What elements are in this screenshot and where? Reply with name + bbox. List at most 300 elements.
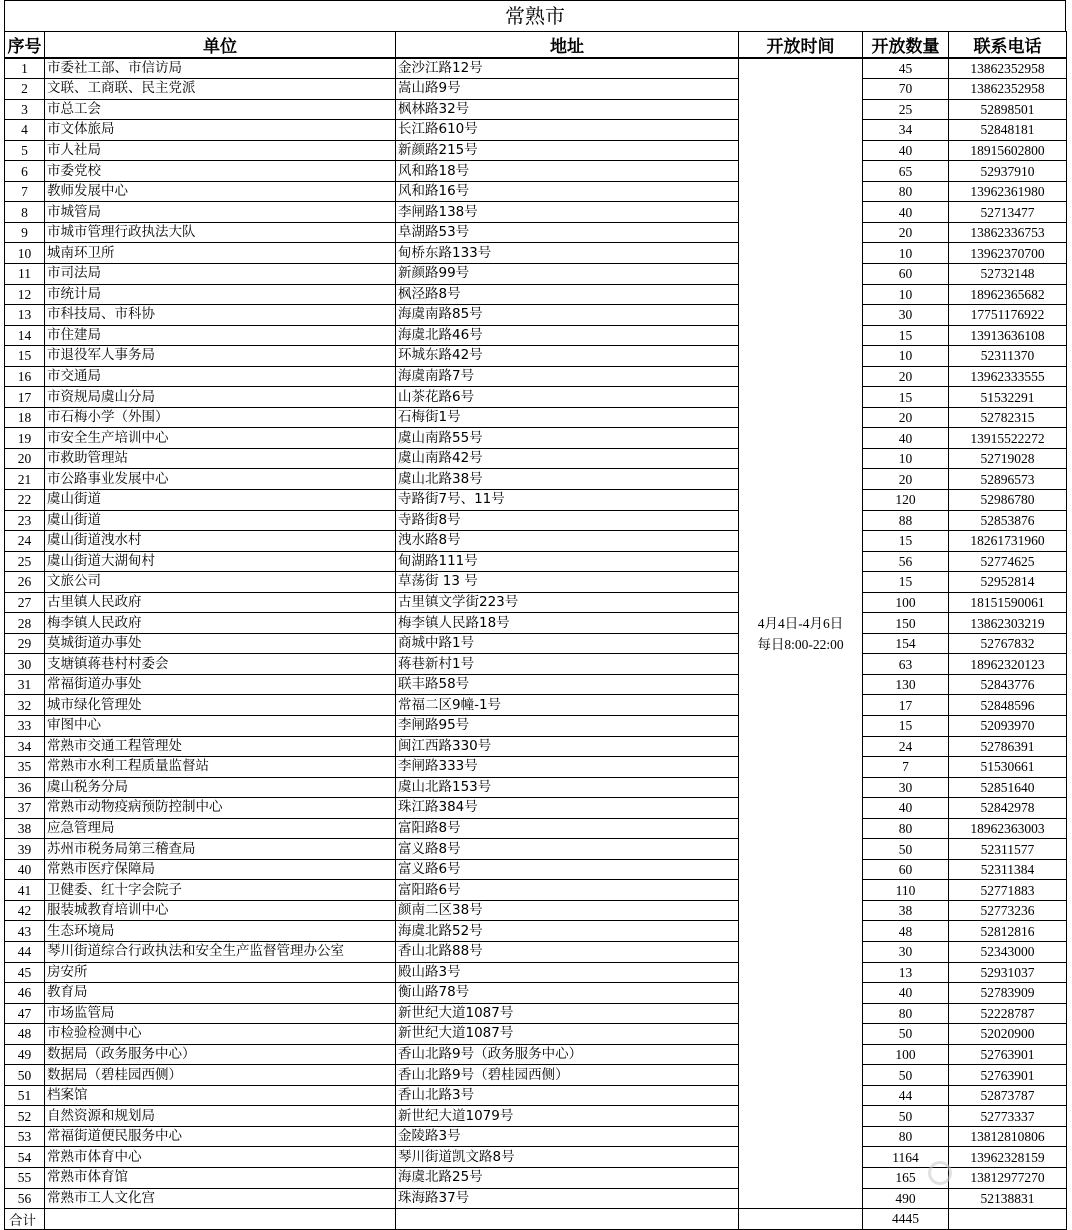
table-row [5,654,1067,675]
row-phone: 18151590061 [949,592,1067,613]
row-phone: 52773337 [949,1106,1067,1127]
row-count: 80 [863,818,949,839]
total-row [5,1209,1067,1230]
row-phone: 52937910 [949,161,1067,182]
table-row [5,716,1067,737]
row-phone: 52311577 [949,839,1067,860]
row-phone: 18261731960 [949,531,1067,552]
row-seq: 29 [5,633,45,654]
row-unit: 市退役军人事务局 [45,346,396,367]
row-count: 48 [863,921,949,942]
row-unit: 市资规局虞山分局 [45,387,396,408]
row-count: 165 [863,1168,949,1189]
row-phone: 13962361980 [949,181,1067,202]
row-unit: 市科技局、市科协 [45,305,396,326]
row-count: 70 [863,79,949,100]
row-count: 20 [863,407,949,428]
row-seq: 23 [5,510,45,531]
row-address: 海虞北路52号 [396,921,739,942]
total-label: 合计 [5,1209,45,1230]
row-unit: 数据局（碧桂园西侧） [45,1065,396,1086]
table-row [5,1085,1067,1106]
row-count: 10 [863,284,949,305]
row-count: 490 [863,1188,949,1209]
table-row [5,325,1067,346]
table-row [5,120,1067,141]
row-phone: 13812810806 [949,1126,1067,1147]
row-seq: 25 [5,551,45,572]
row-count: 63 [863,654,949,675]
row-unit: 市文体旅局 [45,120,396,141]
row-address: 风和路18号 [396,161,739,182]
row-phone: 52732148 [949,263,1067,284]
row-address: 枫泾路8号 [396,284,739,305]
table-body [5,58,1067,1209]
table-row [5,1188,1067,1209]
row-seq: 13 [5,305,45,326]
row-seq: 38 [5,818,45,839]
row-phone: 52763901 [949,1065,1067,1086]
row-seq: 20 [5,448,45,469]
row-count: 154 [863,633,949,654]
row-address: 殿山路3号 [396,962,739,983]
row-unit: 市安全生产培训中心 [45,428,396,449]
row-phone: 52986780 [949,489,1067,510]
row-count: 25 [863,99,949,120]
row-count: 20 [863,469,949,490]
row-count: 44 [863,1085,949,1106]
row-unit: 虞山税务分局 [45,777,396,798]
table-row [5,592,1067,613]
row-count: 110 [863,880,949,901]
table-row [5,99,1067,120]
row-phone: 52896573 [949,469,1067,490]
row-phone: 13862336753 [949,222,1067,243]
row-address: 香山北路9号（碧桂园西侧） [396,1065,739,1086]
row-unit: 教师发展中心 [45,181,396,202]
table-row [5,263,1067,284]
table-row [5,510,1067,531]
row-seq: 42 [5,900,45,921]
row-address: 虞山北路38号 [396,469,739,490]
open-time-hours: 每日8:00-22:00 [757,636,844,652]
row-address: 海虞北路46号 [396,325,739,346]
table-row [5,695,1067,716]
row-count: 30 [863,942,949,963]
row-seq: 40 [5,859,45,880]
table-row [5,1044,1067,1065]
row-unit: 数据局（政务服务中心） [45,1044,396,1065]
row-seq: 19 [5,428,45,449]
row-unit: 审图中心 [45,716,396,737]
row-address: 珠江路384号 [396,798,739,819]
row-address: 富阳路6号 [396,880,739,901]
row-seq: 1 [5,58,45,79]
row-address: 海虞南路7号 [396,366,739,387]
row-seq: 49 [5,1044,45,1065]
row-seq: 6 [5,161,45,182]
row-phone: 51530661 [949,757,1067,778]
row-phone: 52898501 [949,99,1067,120]
table-row [5,140,1067,161]
row-seq: 17 [5,387,45,408]
table-row [5,880,1067,901]
row-seq: 55 [5,1168,45,1189]
header-phone: 联系电话 [949,32,1067,59]
table-row [5,551,1067,572]
row-unit: 文旅公司 [45,572,396,593]
row-address: 香山北路3号 [396,1085,739,1106]
row-address: 阜湖路53号 [396,222,739,243]
row-unit: 市委党校 [45,161,396,182]
row-count: 80 [863,1003,949,1024]
row-seq: 2 [5,79,45,100]
table-row [5,243,1067,264]
table-row [5,1106,1067,1127]
table-row [5,572,1067,593]
row-seq: 22 [5,489,45,510]
row-phone: 52228787 [949,1003,1067,1024]
table-row [5,387,1067,408]
row-unit: 常熟市体育馆 [45,1168,396,1189]
header-count: 开放数量 [863,32,949,59]
total-empty-phone [949,1209,1067,1230]
row-unit: 市住建局 [45,325,396,346]
row-count: 40 [863,140,949,161]
table-row [5,900,1067,921]
row-unit: 古里镇人民政府 [45,592,396,613]
row-address: 风和路16号 [396,181,739,202]
row-seq: 54 [5,1147,45,1168]
table-row [5,79,1067,100]
table-row [5,202,1067,223]
table-row [5,839,1067,860]
row-count: 65 [863,161,949,182]
row-count: 15 [863,325,949,346]
row-unit: 琴川街道综合行政执法和安全生产监督管理办公室 [45,942,396,963]
row-address: 新世纪大道1079号 [396,1106,739,1127]
row-address: 新颜路99号 [396,263,739,284]
row-address: 新世纪大道1087号 [396,1003,739,1024]
row-unit: 市公路事业发展中心 [45,469,396,490]
row-seq: 51 [5,1085,45,1106]
table-row [5,346,1067,367]
row-unit: 教育局 [45,983,396,1004]
row-address: 虞山北路153号 [396,777,739,798]
row-seq: 24 [5,531,45,552]
row-seq: 41 [5,880,45,901]
row-seq: 16 [5,366,45,387]
table-row [5,962,1067,983]
table-row [5,1065,1067,1086]
row-address: 富义路8号 [396,839,739,860]
row-seq: 34 [5,736,45,757]
row-phone: 13915522272 [949,428,1067,449]
row-seq: 50 [5,1065,45,1086]
row-address: 甸湖路111号 [396,551,739,572]
row-seq: 37 [5,798,45,819]
row-unit: 虞山街道大湖甸村 [45,551,396,572]
row-unit: 常熟市水利工程质量监督站 [45,757,396,778]
row-count: 60 [863,859,949,880]
row-unit: 市城管局 [45,202,396,223]
row-unit: 市场监管局 [45,1003,396,1024]
table-row [5,757,1067,778]
row-unit: 房安所 [45,962,396,983]
row-seq: 52 [5,1106,45,1127]
row-seq: 32 [5,695,45,716]
row-unit: 常福街道便民服务中心 [45,1126,396,1147]
row-address: 商城中路1号 [396,633,739,654]
row-address: 新颜路215号 [396,140,739,161]
row-seq: 31 [5,674,45,695]
row-address: 闽江西路330号 [396,736,739,757]
row-count: 56 [863,551,949,572]
row-phone: 17751176922 [949,305,1067,326]
row-address: 寺路街8号 [396,510,739,531]
row-phone: 13862352958 [949,58,1067,79]
row-unit: 常福街道办事处 [45,674,396,695]
row-seq: 4 [5,120,45,141]
row-count: 50 [863,1106,949,1127]
row-phone: 51532291 [949,387,1067,408]
row-unit: 市城市管理行政执法大队 [45,222,396,243]
row-count: 15 [863,387,949,408]
row-phone: 52773236 [949,900,1067,921]
table-row [5,222,1067,243]
row-address: 蒋巷新村1号 [396,654,739,675]
row-address: 环城东路42号 [396,346,739,367]
header-row [5,32,1067,59]
row-phone: 52767832 [949,633,1067,654]
row-unit: 市交通局 [45,366,396,387]
row-count: 10 [863,346,949,367]
row-count: 50 [863,1024,949,1045]
row-count: 100 [863,1044,949,1065]
row-phone: 52873787 [949,1085,1067,1106]
row-count: 15 [863,531,949,552]
row-phone: 13862352958 [949,79,1067,100]
row-seq: 10 [5,243,45,264]
header-address: 地址 [396,32,739,59]
row-count: 17 [863,695,949,716]
row-unit: 城市绿化管理处 [45,695,396,716]
row-seq: 26 [5,572,45,593]
row-count: 1164 [863,1147,949,1168]
row-phone: 52782315 [949,407,1067,428]
row-unit: 莫城街道办事处 [45,633,396,654]
row-seq: 45 [5,962,45,983]
row-seq: 36 [5,777,45,798]
row-address: 李闸路333号 [396,757,739,778]
row-seq: 14 [5,325,45,346]
row-count: 20 [863,366,949,387]
row-count: 13 [863,962,949,983]
row-seq: 53 [5,1126,45,1147]
row-count: 150 [863,613,949,634]
row-unit: 虞山街道洩水村 [45,531,396,552]
row-address: 海虞南路85号 [396,305,739,326]
row-count: 88 [863,510,949,531]
row-unit: 市人社局 [45,140,396,161]
row-address: 金沙江路12号 [396,58,739,79]
row-seq: 39 [5,839,45,860]
row-address: 香山北路88号 [396,942,739,963]
row-seq: 9 [5,222,45,243]
row-seq: 3 [5,99,45,120]
row-phone: 52842978 [949,798,1067,819]
row-unit: 虞山街道 [45,489,396,510]
row-phone: 52774625 [949,551,1067,572]
row-count: 50 [863,1065,949,1086]
row-unit: 支塘镇蒋巷村村委会 [45,654,396,675]
row-address: 嵩山路9号 [396,79,739,100]
row-phone: 52020900 [949,1024,1067,1045]
row-phone: 52853876 [949,510,1067,531]
row-count: 34 [863,120,949,141]
row-count: 130 [863,674,949,695]
row-address: 长江路610号 [396,120,739,141]
table-row [5,736,1067,757]
row-phone: 52093970 [949,716,1067,737]
row-address: 古里镇文学街223号 [396,592,739,613]
table-row [5,366,1067,387]
table-row [5,305,1067,326]
total-empty-address [396,1209,739,1230]
row-address: 联丰路58号 [396,674,739,695]
page-title: 常熟市 [4,0,1066,31]
row-count: 40 [863,428,949,449]
row-seq: 12 [5,284,45,305]
table-row [5,407,1067,428]
row-address: 李闸路138号 [396,202,739,223]
row-phone: 52771883 [949,880,1067,901]
row-address: 虞山南路55号 [396,428,739,449]
row-unit: 服装城教育培训中心 [45,900,396,921]
table-row [5,428,1067,449]
table-row [5,1126,1067,1147]
row-count: 15 [863,572,949,593]
row-address: 枫林路32号 [396,99,739,120]
row-phone: 52851640 [949,777,1067,798]
row-unit: 苏州市税务局第三稽查局 [45,839,396,860]
table-row [5,181,1067,202]
table-row [5,818,1067,839]
row-count: 10 [863,243,949,264]
row-seq: 47 [5,1003,45,1024]
row-phone: 13862303219 [949,613,1067,634]
table-row [5,1003,1067,1024]
row-phone: 13913636108 [949,325,1067,346]
row-count: 45 [863,58,949,79]
row-address: 甸桥东路133号 [396,243,739,264]
row-seq: 18 [5,407,45,428]
row-address: 山茶花路6号 [396,387,739,408]
row-phone: 52786391 [949,736,1067,757]
row-address: 李闸路95号 [396,716,739,737]
row-unit: 市检验检测中心 [45,1024,396,1045]
row-phone: 52952814 [949,572,1067,593]
row-count: 20 [863,222,949,243]
table-row [5,633,1067,654]
row-count: 38 [863,900,949,921]
row-address: 颜南二区38号 [396,900,739,921]
row-unit: 市司法局 [45,263,396,284]
table-row [5,489,1067,510]
row-phone: 52848596 [949,695,1067,716]
row-address: 虞山南路42号 [396,448,739,469]
row-unit: 文联、工商联、民主党派 [45,79,396,100]
row-phone: 13812977270 [949,1168,1067,1189]
row-seq: 8 [5,202,45,223]
row-phone: 52843776 [949,674,1067,695]
total-count: 4445 [863,1209,949,1230]
row-address: 梅李镇人民路18号 [396,613,739,634]
row-address: 石梅街1号 [396,407,739,428]
row-count: 120 [863,489,949,510]
table-row [5,161,1067,182]
row-phone: 52138831 [949,1188,1067,1209]
row-phone: 18962363003 [949,818,1067,839]
row-unit: 应急管理局 [45,818,396,839]
row-seq: 44 [5,942,45,963]
row-address: 琴川街道凯文路8号 [396,1147,739,1168]
row-count: 50 [863,839,949,860]
row-phone: 18915602800 [949,140,1067,161]
row-address: 富义路6号 [396,859,739,880]
row-phone: 52311370 [949,346,1067,367]
row-address: 珠海路37号 [396,1188,739,1209]
row-seq: 43 [5,921,45,942]
row-address: 衡山路78号 [396,983,739,1004]
row-phone: 13962328159 [949,1147,1067,1168]
row-count: 100 [863,592,949,613]
table-row [5,1024,1067,1045]
table-row [5,983,1067,1004]
row-unit: 虞山街道 [45,510,396,531]
row-phone: 52783909 [949,983,1067,1004]
row-unit: 档案馆 [45,1085,396,1106]
header-unit: 单位 [45,32,396,59]
row-unit: 常熟市交通工程管理处 [45,736,396,757]
row-seq: 5 [5,140,45,161]
row-address: 金陵路3号 [396,1126,739,1147]
row-count: 80 [863,1126,949,1147]
row-phone: 52763901 [949,1044,1067,1065]
row-unit: 常熟市体育中心 [45,1147,396,1168]
table-row [5,448,1067,469]
row-count: 60 [863,263,949,284]
row-phone: 18962320123 [949,654,1067,675]
row-phone: 52931037 [949,962,1067,983]
row-count: 40 [863,202,949,223]
row-unit: 市总工会 [45,99,396,120]
row-seq: 35 [5,757,45,778]
row-count: 40 [863,983,949,1004]
row-unit: 梅李镇人民政府 [45,613,396,634]
row-unit: 常熟市工人文化宫 [45,1188,396,1209]
open-time-dates: 4月4日-4月6日 [757,615,844,631]
table-row [5,1168,1067,1189]
row-unit: 常熟市医疗保障局 [45,859,396,880]
row-address: 寺路街7号、11号 [396,489,739,510]
open-time-cell [739,58,863,1209]
row-seq: 48 [5,1024,45,1045]
row-seq: 27 [5,592,45,613]
open-sites-table [4,31,1067,1230]
row-address: 海虞北路25号 [396,1168,739,1189]
watermark-icon [928,1161,952,1185]
